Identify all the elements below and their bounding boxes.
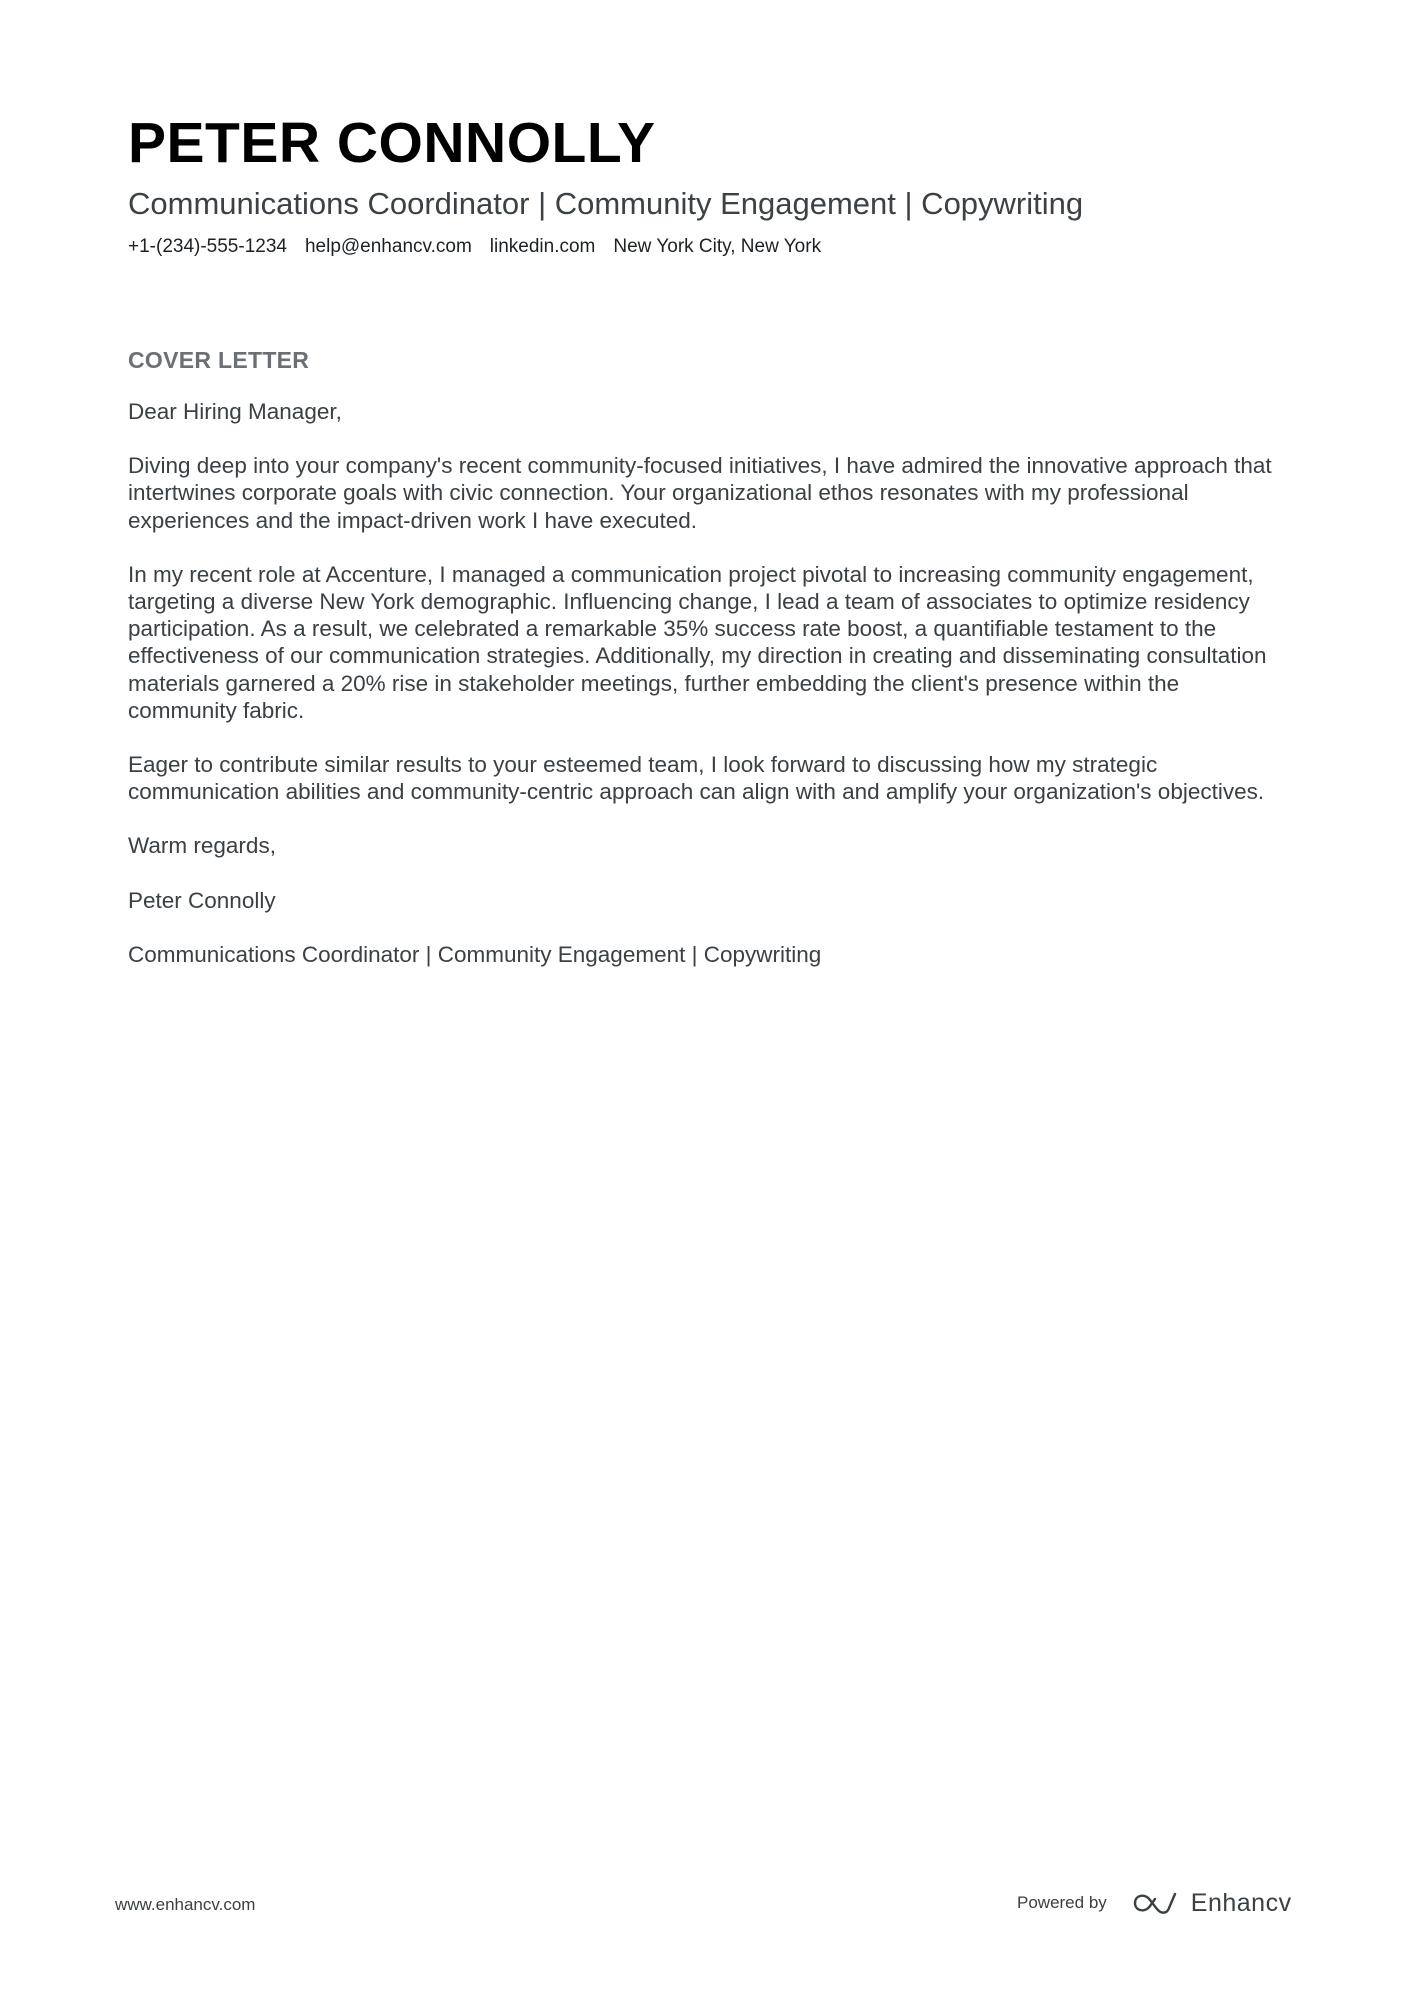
brand-name: Enhancv — [1190, 1889, 1292, 1917]
contact-linkedin: linkedin.com — [489, 236, 596, 257]
letter-closing: Warm regards, — [128, 833, 276, 859]
section-title: COVER LETTER — [128, 347, 310, 373]
enhancv-logo-icon — [1133, 1890, 1179, 1916]
contact-info — [128, 234, 821, 260]
candidate-name: PETER CONNOLLY — [128, 111, 656, 175]
contact-location: New York City, New York — [613, 236, 822, 257]
letter-paragraph-2: In my recent role at Accenture, I managed a communication project pivotal to increasing community engagement, targeting a diverse New York demographic. Influencing change, I lead a team of associates to optimize residency participation. As a result, we celebrated a remarkable 35% success rate boost, a quantifiable testament to the effectiveness of our communication strategies. Additionally, my direction in creating and disseminating consultation materials garnered a 20% rise in stakeholder meetings, further embedding the client's presence within the community fabric. — [128, 561, 1267, 723]
letter-signature-title: Communications Coordinator | Community Engagement | Copywriting — [128, 941, 822, 967]
letter-paragraph-1: Diving deep into your company's recent community-focused initiatives, I have admired the innovative approach that intertwines corporate goals with civic connection. Your organizational ethos resonates with my professional experiences and the impact-driven work I have executed. — [128, 453, 1272, 533]
powered-by-label: Powered by — [1017, 1893, 1107, 1912]
candidate-headline: Communications Coordinator | Community Engagement | Copywriting — [128, 186, 1084, 221]
letter-body — [128, 398, 1283, 995]
footer-branding — [1017, 1888, 1292, 1918]
letter-signature: Peter Connolly — [128, 887, 276, 913]
contact-phone: +1-(234)-555-1234 — [128, 236, 287, 257]
letter-paragraph-3: Eager to contribute similar results to your esteemed team, I look forward to discussing how my strategic communication abilities and community-centric approach can align with and amplify your organization's objectives. — [128, 752, 1265, 805]
letter-salutation: Dear Hiring Manager, — [128, 399, 342, 424]
brand — [1133, 1888, 1292, 1918]
contact-email: help@enhancv.com — [304, 236, 472, 257]
footer-website: www.enhancv.com — [115, 1895, 256, 1914]
